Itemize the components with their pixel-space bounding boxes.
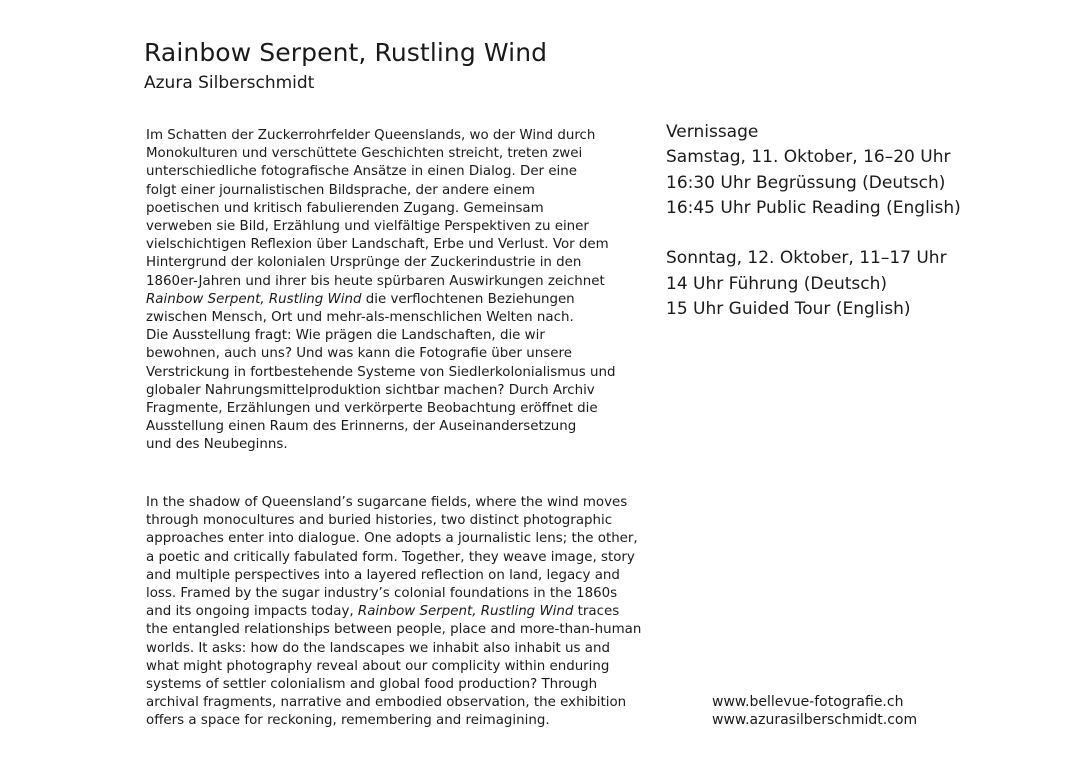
artist-website-link[interactable]: www.azurasilberschmidt.com [712,712,918,728]
paragraph-line: loss. Framed by the sugar industry’s colonial foundations in the 1860s [146,586,618,602]
paragraph-line: 1860er-Jahren und ihrer bis heute spürbaren Auswirkungen zeichnet [146,273,605,289]
event-day-saturday: Samstag, 11. Oktober, 16–20 Uhr [666,147,951,168]
event-item: 15 Uhr Guided Tour (English) [666,299,911,320]
paragraph-line: worlds. It asks: how do the landscapes we inhabit also inhabit us and [146,640,610,656]
paragraph-fragment: die verflochtenen Beziehungen [361,291,575,307]
paragraph-line: what might photography reveal about our complicity within enduring [146,658,610,674]
gallery-website-link[interactable]: www.bellevue-fotografie.ch [712,694,904,710]
paragraph-line: archival fragments, narrative and embodied observation, the exhibition [146,695,627,711]
description-german [146,127,615,455]
paragraph-line: Ausstellung einen Raum des Erinnerns, der Auseinandersetzung [146,419,577,435]
website-links [712,693,917,729]
paragraph-line: Verstrickung in fortbestehende Systeme von Siedlerkolonialismus und [146,364,616,380]
exhibition-title: Rainbow Serpent, Rustling Wind [144,38,548,67]
paragraph-line: In the shadow of Queensland’s sugarcane fields, where the wind moves [146,495,628,510]
paragraph-line: vielschichtigen Reflexion über Landschaft, Erbe und Verlust. Vor dem [146,237,609,253]
paragraph-fragment: traces [573,604,620,620]
paragraph-line: through monocultures and buried histories, two distinct photographic [146,513,613,529]
work-title-italic: Rainbow Serpent, Rustling Wind [357,604,574,620]
vernissage-heading: Vernissage [666,122,759,142]
paragraph-line: systems of settler colonialism and global food production? Through [146,677,598,693]
paragraph-line: Fragmente, Erzählungen und verkörperte Beobachtung eröffnet die [146,401,598,417]
artist-name: Azura Silberschmidt [144,73,315,93]
paragraph-line: Hintergrund der kolonialen Ursprünge der Zuckerindustrie in den [146,255,582,271]
event-day-sunday: Sonntag, 12. Oktober, 11–17 Uhr [666,248,947,269]
paragraph-line: und des Neubeginns. [146,437,288,453]
paragraph-line: Die Ausstellung fragt: Wie prägen die Landschaften, die wir [146,328,545,344]
paragraph-line: Im Schatten der Zuckerrohrfelder Queenslands, wo der Wind durch [146,128,596,143]
paragraph-line: approaches enter into dialogue. One adopts a journalistic lens; the other, [146,531,638,547]
paragraph-line: and multiple perspectives into a layered reflection on land, legacy and [146,567,620,583]
work-title-italic: Rainbow Serpent, Rustling Wind [146,291,362,307]
paragraph-line: offers a space for reckoning, remembering and reimagining. [146,713,550,729]
paragraph-line: a poetic and critically fabulated form. Together, they weave image, story [146,549,635,565]
description-english [146,494,641,731]
event-item: 16:30 Uhr Begrüssung (Deutsch) [666,172,946,193]
event-item: 16:45 Uhr Public Reading (English) [666,197,961,218]
paragraph-line: folgt einer journalistischen Bildsprache, der andere einem [146,182,535,198]
event-schedule [666,120,961,322]
paragraph-line: bewohnen, auch uns? Und was kann die Fotografie über unsere [146,346,572,362]
paragraph-line: the entangled relationships between people, place and more-than-human [146,622,642,638]
paragraph-line: globaler Nahrungsmittelproduktion sichtbar machen? Durch Archiv [146,382,595,398]
paragraph-line: zwischen Mensch, Ort und mehr-als-menschlichen Welten nach. [146,310,574,326]
event-item: 14 Uhr Führung (Deutsch) [666,273,888,294]
spacer [666,221,961,246]
paragraph-line: Monokulturen und verschüttete Geschichten streicht, treten zwei [146,146,583,162]
paragraph-line: unterschiedliche fotografische Ansätze in einen Dialog. Der eine [146,164,578,180]
paragraph-line: verweben sie Bild, Erzählung und vielfältige Perspektiven zu einer [146,219,589,235]
paragraph-line [146,291,615,309]
paragraph-line [146,603,641,621]
paragraph-fragment: and its ongoing impacts today, [146,604,358,620]
paragraph-line: poetischen und kritisch fabulierenden Zugang. Gemeinsam [146,200,544,216]
